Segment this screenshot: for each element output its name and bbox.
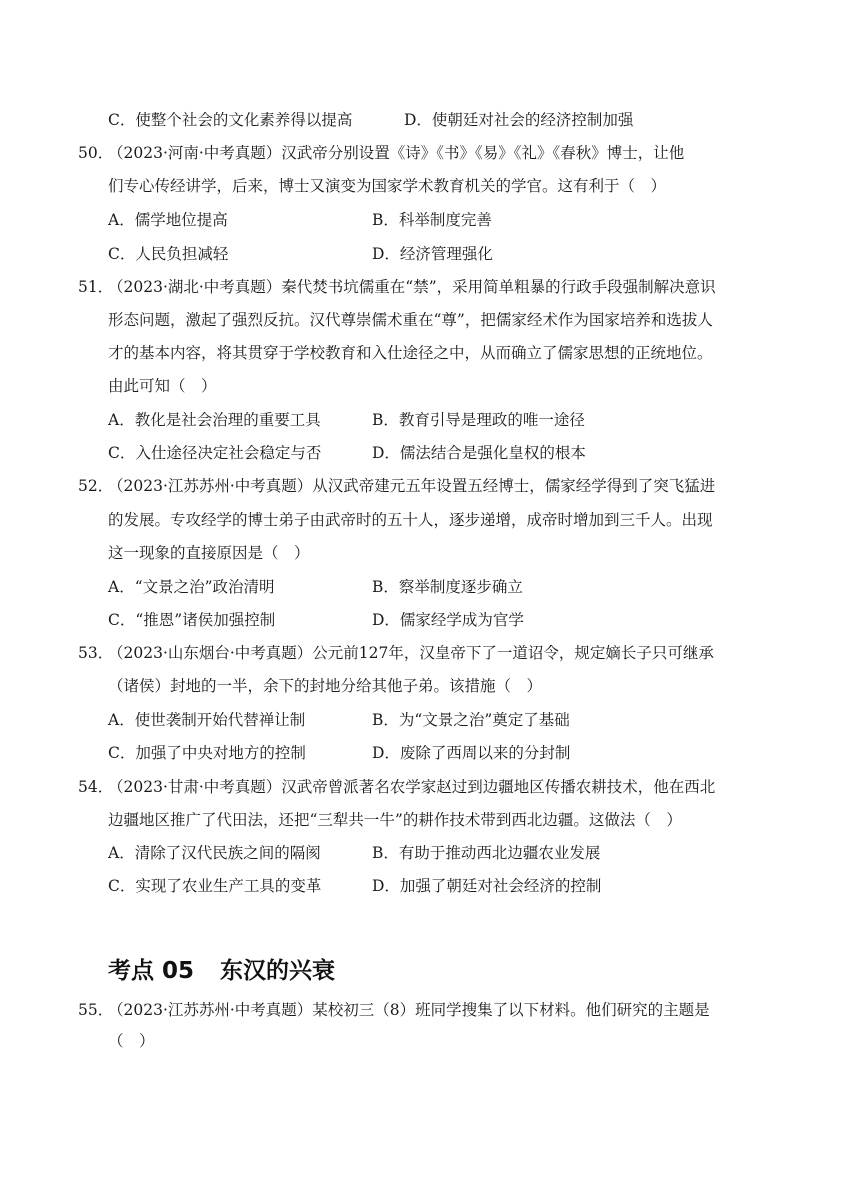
option-a: A．清除了汉代民族之间的隔阂 [108,844,321,862]
option-b: B．有助于推动西北边疆农业发展 [372,844,601,862]
question-text-line: 们专心传经讲学，后来，博士又演变为国家学术教育机关的学官。这有利于（ ） [108,177,667,195]
option-a: A．儒学地位提高 [108,211,228,229]
question-text-line: （2023·湖北·中考真题）秦代焚书坑儒重在“禁”，采用简单粗暴的行政手段强制解决意识 [108,278,716,296]
question-text-line: （2023·甘肃·中考真题）汉武帝曾派著名农学家赵过到边疆地区传播农耕技术，他在西北 [108,778,716,796]
option-d: D．经济管理强化 [372,245,493,263]
question-text-line: （2023·江苏苏州·中考真题）从汉武帝建元五年设置五经博士，儒家经学得到了突飞猛进 [108,477,716,495]
question-text-line: （2023·河南·中考真题）汉武帝分别设置《诗》《书》《易》《礼》《春秋》博士，让他 [108,144,685,162]
question-text-line: 的发展。专攻经学的博士弟子由武帝时的五十人，逐步递增，成帝时增加到三千人。出现 [108,511,713,529]
option-c: C．入仕途径决定社会稳定与否 [108,444,322,462]
section-heading [108,956,335,986]
question-number: 50． [78,144,114,162]
option-c: C．实现了农业生产工具的变革 [108,877,322,895]
question-text-line: 边疆地区推广了代田法，还把“三犁共一牛”的耕作技术带到西北边疆。这做法（ ） [108,811,682,829]
option-d: D．儒家经学成为官学 [372,611,524,629]
question-number: 52． [78,477,114,495]
question-text-line: （诸侯）封地的一半，余下的封地分给其他子弟。该措施（ ） [108,677,543,695]
question-text-line: 形态问题，激起了强烈反抗。汉代尊崇儒术重在“尊”，把儒家经术作为国家培养和选拔人 [108,311,713,329]
question-number: 55． [78,1001,114,1019]
option-b: B．科举制度完善 [372,211,492,229]
option-a: A．教化是社会治理的重要工具 [108,411,321,429]
question-text-line: （2023·江苏苏州·中考真题）某校初三（8）班同学搜集了以下材料。他们研究的主题是 [108,1001,710,1019]
option-b: B．察举制度逐步确立 [372,578,523,596]
section-label: 考点 05 [108,958,195,984]
prev-option-c: C．使整个社会的文化素养得以提高 [108,111,353,129]
question-text-line: （ ） [108,1032,155,1050]
question-number: 54． [78,778,114,796]
question-number: 53． [78,644,114,662]
option-c: C．加强了中央对地方的控制 [108,744,306,762]
option-b: B．教育引导是理政的唯一途径 [372,411,585,429]
option-a: A．使世袭制开始代替禅让制 [108,711,306,729]
prev-option-d: D．使朝廷对社会的经济控制加强 [404,111,634,129]
section-title: 东汉的兴衰 [220,958,336,984]
option-d: D．废除了西周以来的分封制 [372,744,571,762]
option-b: B．为“文景之治”奠定了基础 [372,711,570,729]
question-text-line: 由此可知（ ） [108,377,217,395]
option-c: C．“推恩”诸侯加强控制 [108,611,276,629]
option-c: C．人民负担减轻 [108,245,229,263]
question-text-line: 这一现象的直接原因是（ ） [108,544,310,562]
question-text-line: 才的基本内容，将其贯穿于学校教育和入仕途径之中，从而确立了儒家思想的正统地位。 [108,344,713,362]
option-d: D．加强了朝廷对社会经济的控制 [372,877,602,895]
question-number: 51． [78,278,114,296]
option-d: D．儒法结合是强化皇权的根本 [372,444,586,462]
question-text-line: （2023·山东烟台·中考真题）公元前127年，汉皇帝下了一道诏令，规定嫡长子只可继承 [108,644,714,662]
option-a: A．“文景之治”政治清明 [108,578,275,596]
